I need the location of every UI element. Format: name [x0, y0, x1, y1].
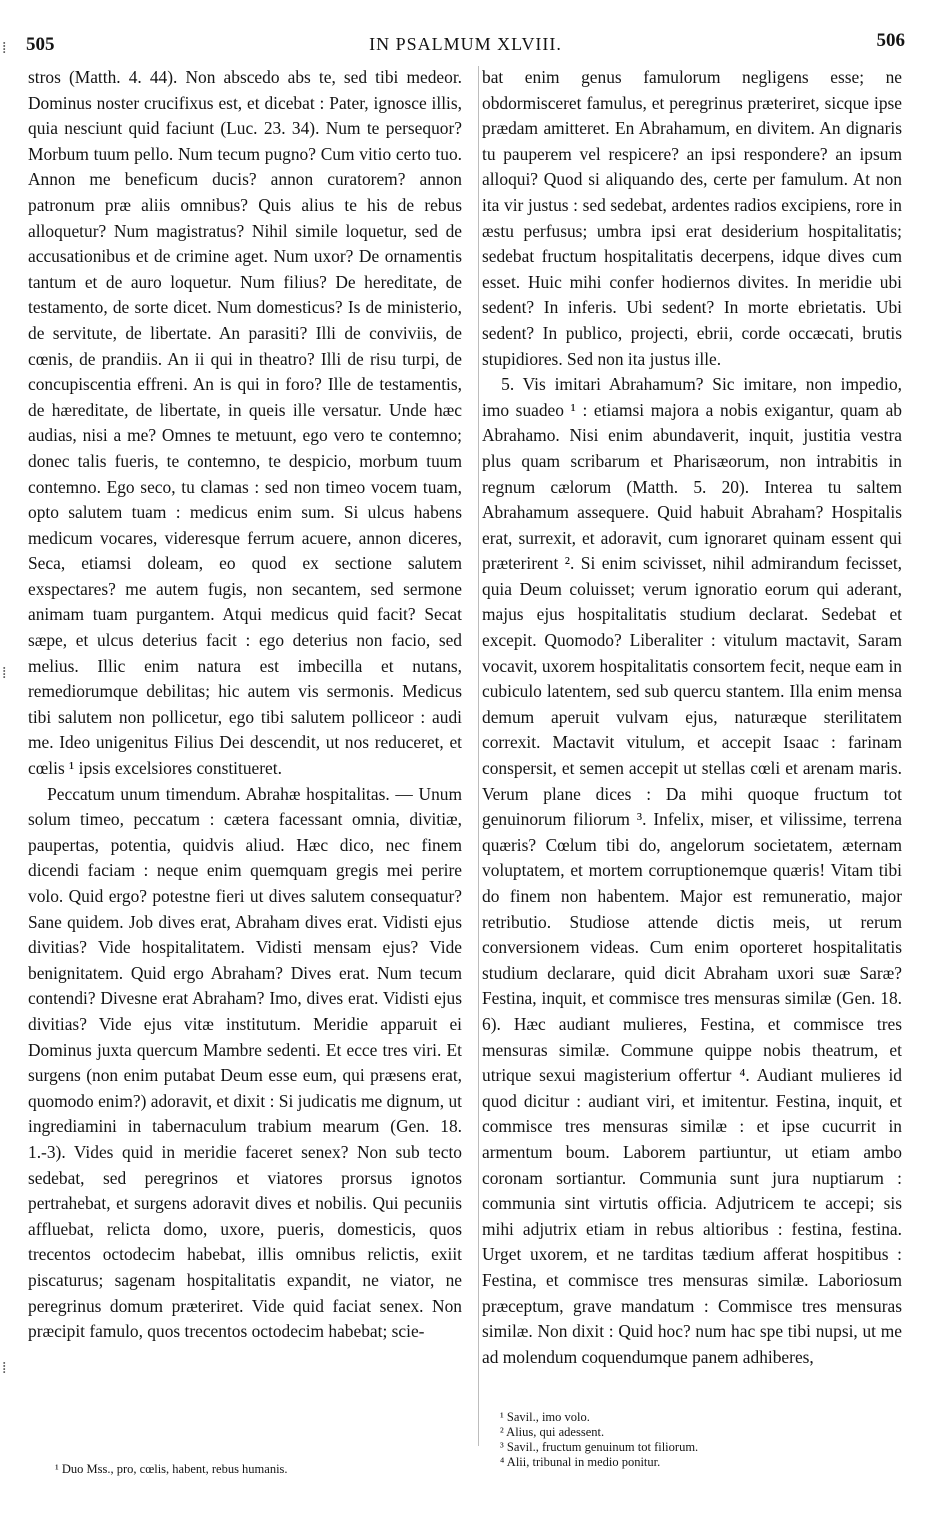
- paragraph: Peccatum unum timendum. Abrahæ hospitalitas. — Unum solum timeo, peccatum : cætera facessant omnia, divitiæ, paupertas, potentia, quidvis aliud. Hæc dico, nec finem dicendi faciam : neque enim quemquam gregis mei perire volo. Quid ergo? potestne fieri ut dives salutem consequatur? Sane quidem. Job dives erat, Abraham dives erat. Vidisti ejus divitias? Vide hospitalitatem. Vidisti mensam ejus? Vide benignitatem. Quid ergo Abraham? Dives erat. Num tecum contendi? Divesne erat Abraham? Imo, dives erat. Vidisti ejus divitias? Vide ejus vitæ institutum. Meridie apparuit ei Dominus juxta quercum Mambre sedenti. Et ecce tres viri. Et surgens (non enim putabat Deum esse eum, qui præsens erat, quomodo enim?) adoravit, et dixit : Si judicatis me dignum, ut ingrediamini in tabernaculum trabium mearum (Gen. 18. 1.-3). Vides quid in meridie faceret senex? Non sub tecto sedebat, sed peregrinos et viatores prorsus ignotos pertrahebat, et surgens adoravit dives et nobilis. Qui pecuniis affluebat, relicta domo, uxore, pueris, domesticis, quos trecentos octodecim habebat, illis omnibus relictis, exiit piscaturus; sagenam hospitalitatis expandit, ne viator, ne peregrinus domum præteriret. Vide quid faciat senex. Non præcipit famulo, quos trecentos octodecim habebat; scie-: [28, 783, 462, 1342]
- margin-mark: ⁞: [2, 40, 7, 57]
- footnote: ⁴ Alii, tribunal in medio ponitur.: [500, 1455, 661, 1469]
- footnote: ¹ Duo Mss., pro, cœlis, habent, rebus humanis.: [55, 1462, 288, 1476]
- right-column: [482, 65, 902, 1370]
- footnotes-right: [500, 1410, 900, 1470]
- column-divider: [478, 66, 479, 1446]
- footnote: ³ Savil., fructum genuinum tot filiorum.: [500, 1440, 699, 1454]
- running-header: [20, 30, 911, 60]
- margin-mark: ⁞: [2, 665, 7, 682]
- footnote: ¹ Savil., imo volo.: [500, 1410, 590, 1424]
- paragraph: stros (Matth. 4. 44). Non abscedo abs te, sed tibi medeor. Dominus noster crucifixus est, et dicebat : Pater, ignosce illis, quia nesciunt quid faciunt (Luc. 23. 34). Num te persequor? Morbum tuum pello. Num tecum pugno? Cum vitio certo tuo. Annon me beneficum ducis? annon curatorem? annon patronum præ aliis omnibus? Quis alius te his de rebus alloquetur? Num magistratus? Nihil simile loquetur, sed de accusationibus et de crimine aget. Num uxor? De ornamentis tantum et de auro loquetur. Num filius? De hereditate, de testamento, de sorte dicet. Num domesticus? Is de ministerio, de servitute, de libertate. An parasiti? Illi de conviviis, de cœnis, de prandiis. An ii qui in theatro? Illi de risu turpi, de concupiscentia effreni. An is qui in foro? Ille de testamentis, de hæreditate, de libertate, in queis ille versatur. Unde hæc audias, nisi a me? Omnes te metuunt, ego vero te contemno; donec talis fueris, te contemno, te despicio, morbum tuum contemno. Ego seco, tu clamas : sed non timeo vocem tuam, opto salutem tuam : medicus enim sum. Si ulcus habens medicum vocares, videresque ferrum acuere, annon diceres, Seca, etiamsi doleam, eo quod ex sectione salutem exspectares? me autem fugis, non secantem, sed sermone animam tuam purgantem. Atqui medicus quid facit? Secat sæpe, et ulcus deterius facit : ego deterius non facio, sed melius. Illic enim natura est imbecilla et nutans, remediorumque debilitas; hic autem vis sermonis. Medicus tibi salutem non pollicetur, ego tibi salutem polliceor : audi me. Ideo unigenitus Filius Dei descendit, ut nos reduceret, et cœlis ¹ ipsis excelsiores constitueret.: [28, 67, 462, 779]
- page-number-right: 506: [876, 30, 905, 51]
- left-column: [28, 65, 462, 1345]
- page-number-left: 505: [26, 34, 55, 55]
- running-title: IN PSALMUM XLVIII.: [369, 34, 562, 54]
- paragraph: bat enim genus famulorum negligens esse; ne obdormisceret famulus, et peregrinus præteriret, sicque ipse prædam amitteret. En Abrahamum, en divitem. An dignaris tu pauperem vel respicere? an ipsi respondere? an ipsum alloqui? Quod si aliquando des, certe per famulum. At non ita vir justus : sed sedebat, ardentes radios excipiens, rore in æstu perfusus; umbra ipsi erat desiderium hospitalitatis; sedebat fructum hospitalitatis decerpens, idque dives cum esset. Huic mihi confer hodiernos divites. In meridie ubi sedent? In inferis. Ubi sedent? In morte ebrietatis. Ubi sedent? In publico, projecti, ebrii, corde occæcati, brutis stupidiores. Sed non ita justus ille.: [482, 67, 902, 369]
- margin-mark: ⁞: [2, 1360, 7, 1377]
- paragraph: 5. Vis imitari Abrahamum? Sic imitare, non impedio, imo suadeo ¹ : etiamsi majora a nobis exigantur, quam ab Abrahamo. Nisi enim abundaverit, inquit, justitia vestra plus quam scribarum et Pharisæorum, non intrabitis in regnum cælorum (Matth. 5. 20). Interea tu saltem Abrahamum assequere. Quid habuit Abraham? Hospitalis erat, surrexit, et adoravit, cum ignoraret quinam essent qui præterirent ². Si enim scivisset, nihil admirandum fecisset, quia Deum coluisset; verum ignoratio eorum qui aderant, majus ejus hospitalitatis studium declarat. Sedebat et excepit. Quomodo? Liberaliter : vitulum mactavit, Saram vocavit, uxorem hospitalitatis consortem fecit, neque eam in cubiculo latentem, sed sub quercu stantem. Illa enim mensa demum aperuit vulvam ejus, naturæque sterilitatem correxit. Mactavit vitulum, et accepit Isaac : farinam conspersit, et semen accepit ut stellas cœli et arenam maris. Verum plane dices : Da mihi quoque fructum tot genuinorum filiorum ³. Infelix, miser, et vilissime, terrena quæris? Cœlum tibi do, angelorum societatem, æternam voluptatem, et mortem corruptionemque quæris! Vitam tibi do finem non habentem. Major est remuneratio, major retributio. Studiose attende dictis meis, ut rerum conversionem videas. Cum enim oporteret hospitalitatis studium declarare, quid dicit Abraham uxori suæ Saræ? Festina, inquit, et commisce tres mensuras similæ (Gen. 18. 6). Hæc audiant mulieres, Festina, et commisce tres mensuras similæ. Commune quippe nobis theatrum, et utrique sexui magisterium offertur ⁴. Audiant mulieres id quod dicitur : audiant viri, et imitentur. Festina, inquit, et commisce tres mensuras similæ : et ipse cucurrit in armentum boum. Laborem partiuntur, ut etiam ambo coronam sortiantur. Communia sunt jura nuptiarum : communia sint virtutis officia. Adjutricem te accepi; sis mihi adjutrix etiam in rebus altioribus : festina, festina. Urget uxorem, et ne tarditas tædium afferat hospitibus : Festina, et commisce tres mensuras similæ. Laboriosum præceptum, grave mandatum : Commisce tres mensuras similæ. Non dixit : Quid hoc? num hac spe tibi nupsi, ut me ad molendum coquendumque panem adhiberes,: [482, 374, 902, 1367]
- footnote: ² Alius, qui adessent.: [500, 1425, 605, 1439]
- footnotes-left: [55, 1462, 455, 1477]
